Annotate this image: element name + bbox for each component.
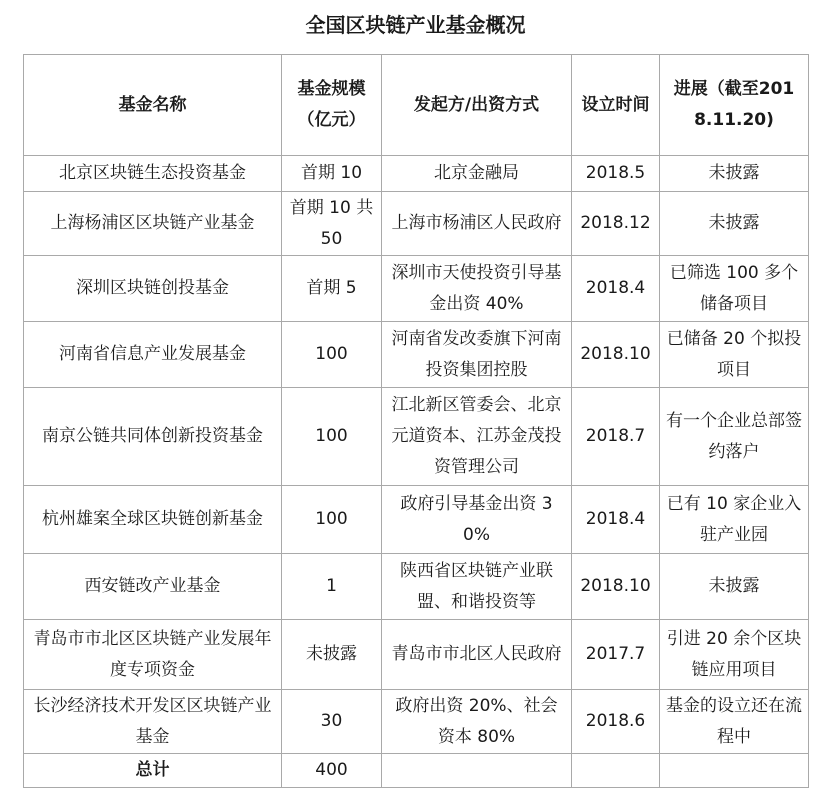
founded-cell: 2018.10 [572, 322, 660, 388]
sponsor-cell: 上海市杨浦区人民政府 [382, 192, 572, 256]
total-empty-cell [382, 754, 572, 788]
founded-cell: 2017.7 [572, 620, 660, 690]
progress-cell: 有一个企业总部签约落户 [660, 388, 809, 486]
sponsor-cell: 陕西省区块链产业联盟、和谐投资等 [382, 554, 572, 620]
sponsor-cell: 江北新区管委会、北京元道资本、江苏金茂投资管理公司 [382, 388, 572, 486]
founded-cell: 2018.4 [572, 486, 660, 554]
sponsor-cell: 深圳市天使投资引导基金出资 40% [382, 256, 572, 322]
fund-name-cell: 杭州雄案全球区块链创新基金 [24, 486, 282, 554]
fund-name-cell: 深圳区块链创投基金 [24, 256, 282, 322]
table-row [24, 554, 809, 620]
progress-cell: 未披露 [660, 554, 809, 620]
header-founded: 设立时间 [572, 55, 660, 156]
progress-cell: 已筛选 100 多个储备项目 [660, 256, 809, 322]
fund-size-cell: 1 [282, 554, 382, 620]
fund-name-cell: 青岛市市北区区块链产业发展年度专项资金 [24, 620, 282, 690]
table-row [24, 192, 809, 256]
sponsor-cell: 政府出资 20%、社会资本 80% [382, 690, 572, 754]
total-empty-cell [572, 754, 660, 788]
header-progress: 进展（截至2018.11.20) [660, 55, 809, 156]
fund-table [23, 54, 809, 788]
sponsor-cell: 北京金融局 [382, 156, 572, 192]
fund-name-cell: 长沙经济技术开发区区块链产业基金 [24, 690, 282, 754]
progress-cell: 未披露 [660, 156, 809, 192]
table-row [24, 690, 809, 754]
total-size: 400 [282, 754, 382, 788]
total-label: 总计 [24, 754, 282, 788]
fund-name-cell: 南京公链共同体创新投资基金 [24, 388, 282, 486]
fund-size-cell: 首期 10 [282, 156, 382, 192]
table-total-row [24, 754, 809, 788]
fund-size-cell: 30 [282, 690, 382, 754]
sponsor-cell: 政府引导基金出资 30% [382, 486, 572, 554]
progress-cell: 已储备 20 个拟投项目 [660, 322, 809, 388]
fund-name-cell: 河南省信息产业发展基金 [24, 322, 282, 388]
header-fund-size: 基金规模（亿元） [282, 55, 382, 156]
fund-size-cell: 100 [282, 322, 382, 388]
fund-name-cell: 上海杨浦区区块链产业基金 [24, 192, 282, 256]
sponsor-cell: 青岛市市北区人民政府 [382, 620, 572, 690]
progress-cell: 基金的设立还在流程中 [660, 690, 809, 754]
progress-cell: 引进 20 余个区块链应用项目 [660, 620, 809, 690]
page-title: 全国区块链产业基金概况 [305, 13, 526, 37]
table-row [24, 486, 809, 554]
fund-size-cell: 首期 5 [282, 256, 382, 322]
fund-size-cell: 首期 10 共 50 [282, 192, 382, 256]
total-empty-cell [660, 754, 809, 788]
fund-size-cell: 100 [282, 486, 382, 554]
founded-cell: 2018.10 [572, 554, 660, 620]
founded-cell: 2018.4 [572, 256, 660, 322]
fund-name-cell: 西安链改产业基金 [24, 554, 282, 620]
founded-cell: 2018.5 [572, 156, 660, 192]
fund-size-cell: 100 [282, 388, 382, 486]
fund-size-cell: 未披露 [282, 620, 382, 690]
table-header-row [24, 55, 809, 156]
progress-cell: 已有 10 家企业入驻产业园 [660, 486, 809, 554]
founded-cell: 2018.6 [572, 690, 660, 754]
progress-cell: 未披露 [660, 192, 809, 256]
table-row [24, 620, 809, 690]
header-fund-name: 基金名称 [24, 55, 282, 156]
table-row [24, 388, 809, 486]
founded-cell: 2018.12 [572, 192, 660, 256]
table-row [24, 156, 809, 192]
table-row [24, 322, 809, 388]
table-row [24, 256, 809, 322]
founded-cell: 2018.7 [572, 388, 660, 486]
sponsor-cell: 河南省发改委旗下河南投资集团控股 [382, 322, 572, 388]
header-sponsor: 发起方/出资方式 [382, 55, 572, 156]
fund-name-cell: 北京区块链生态投资基金 [24, 156, 282, 192]
